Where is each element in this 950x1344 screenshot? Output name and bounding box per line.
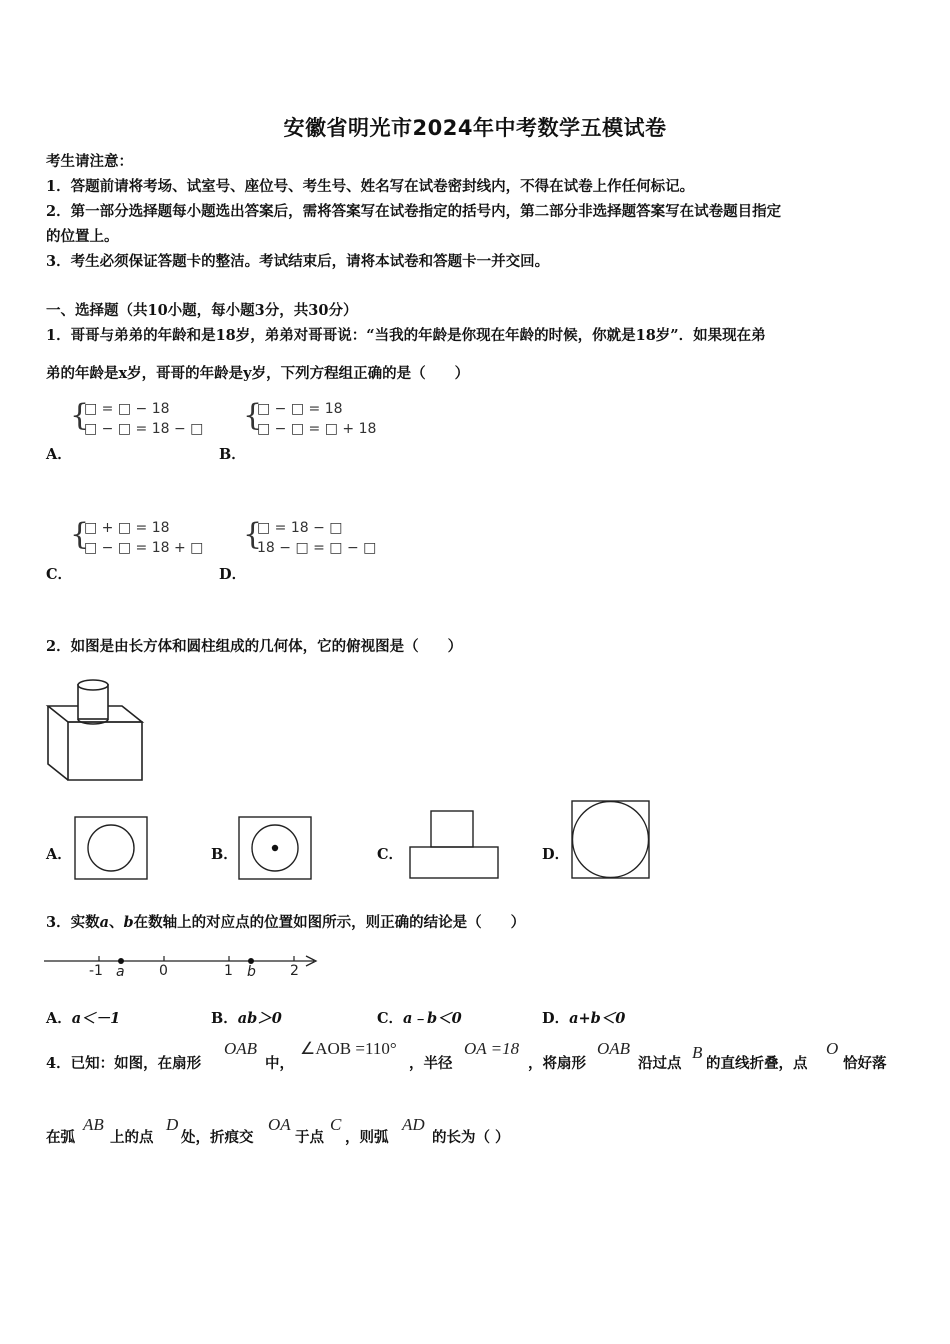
q4-text-1: 4．已知：如图，在扇形 xyxy=(46,1055,202,1072)
page-title: 安徽省明光市2024年中考数学五模试卷 xyxy=(283,116,667,140)
q4-math: AB xyxy=(83,1115,104,1134)
q4-text-8: 在弧 xyxy=(46,1129,75,1146)
q4-math: D xyxy=(166,1115,179,1134)
q4-math: OA xyxy=(268,1115,291,1134)
tick-label: 2 xyxy=(290,963,299,979)
q1-line-1: 1．哥哥与弟弟的年龄和是18岁，弟弟对哥哥说：“当我的年龄是你现在年龄的时候，你就是18岁”．如果现在弟 xyxy=(46,327,766,344)
number-line xyxy=(44,950,324,970)
q4-math: B xyxy=(692,1043,703,1062)
notice-item-2: 2．第一部分选择题每小题选出答案后，需将答案写在试卷指定的括号内，第二部分非选择题答案写在试卷题目指定 xyxy=(46,203,782,220)
q3-option-b[interactable]: B．ab＞0 xyxy=(211,1010,282,1027)
q4-text-5: 沿过点 xyxy=(638,1055,682,1072)
q1-option-b-label[interactable]: B． xyxy=(219,446,246,463)
q1-option-c-eq2: □ − □ = 18 + □ xyxy=(84,540,204,556)
q4-text-9: 上的点 xyxy=(110,1129,154,1146)
q1-option-c-eq1: □ + □ = 18 xyxy=(84,520,170,536)
q1-option-d-eq2: 18 − □ = □ − □ xyxy=(257,540,377,556)
notice-item-3: 3．考生必须保证答题卡的整洁。考试结束后，请将本试卷和答题卡一并交回。 xyxy=(46,253,550,270)
brace-icon: { xyxy=(70,398,90,433)
tick-label: -1 xyxy=(89,963,103,979)
point-a-label: a xyxy=(116,964,125,980)
q4-math-radius: OA =18 xyxy=(464,1039,520,1058)
q4-math: C xyxy=(330,1115,342,1134)
q4-text-7: 恰好落 xyxy=(843,1055,887,1072)
q4-math: OAB xyxy=(224,1039,258,1058)
q2-option-b-label[interactable]: B． xyxy=(211,846,238,863)
notice-item-2-cont: 的位置上。 xyxy=(46,228,119,245)
q4-text-3: ，半径 xyxy=(409,1055,453,1072)
q1-option-a-eq1: □ = □ − 18 xyxy=(84,401,170,417)
q4-text-10: 处，折痕交 xyxy=(181,1129,254,1146)
q2-text: 2．如图是由长方体和圆柱组成的几何体，它的俯视图是（ ） xyxy=(46,638,463,655)
q2-option-b-figure[interactable] xyxy=(238,816,312,880)
q2-option-a-figure[interactable] xyxy=(74,816,148,880)
q4-text-13: 的长为（ ） xyxy=(432,1129,510,1146)
var-a: a xyxy=(99,914,109,931)
brace-icon: { xyxy=(243,517,263,552)
q2-option-a-label[interactable]: A． xyxy=(46,846,72,863)
q2-option-c-label[interactable]: C． xyxy=(377,846,404,863)
q4-text-6: 的直线折叠，点 xyxy=(706,1055,808,1072)
q3-option-a[interactable]: A．a＜－1 xyxy=(46,1010,121,1027)
q1-option-a-eq2: □ − □ = 18 − □ xyxy=(84,421,204,437)
q1-option-b-eq2: □ − □ = □ + 18 xyxy=(257,421,377,437)
q4-math-angle: ∠AOB =110° xyxy=(300,1039,397,1058)
q1-option-b-eq1: □ − □ = 18 xyxy=(257,401,343,417)
q4-math: O xyxy=(826,1039,839,1058)
q4-math: OAB xyxy=(597,1039,631,1058)
brace-icon: { xyxy=(70,517,90,552)
q3-option-d[interactable]: D．a+b＜0 xyxy=(542,1010,626,1027)
tick-label: 1 xyxy=(224,963,233,979)
notice-item-1: 1．答题前请将考场、试室号、座位号、考生号、姓名写在试卷密封线内，不得在试卷上作任何标记。 xyxy=(46,178,695,195)
q1-option-a-label[interactable]: A． xyxy=(46,446,72,463)
q4-math: AD xyxy=(402,1115,425,1134)
q1-line-2: 弟的年龄是x岁，哥哥的年龄是y岁，下列方程组正确的是（ ） xyxy=(46,365,470,382)
q1-option-d-eq1: □ = 18 − □ xyxy=(257,520,343,536)
section-heading: 一、选择题（共10小题，每小题3分，共30分） xyxy=(46,302,358,319)
var-b: b xyxy=(123,914,134,931)
q2-option-d-figure[interactable] xyxy=(571,800,651,880)
q2-option-c-figure[interactable] xyxy=(409,810,501,880)
q4-text-12: ，则弧 xyxy=(345,1129,389,1146)
solid-figure-diagram xyxy=(44,676,146,784)
notice-heading: 考生请注意： xyxy=(46,153,133,170)
tick-label: 0 xyxy=(159,963,168,979)
q2-option-d-label[interactable]: D． xyxy=(542,846,570,863)
q3-text: 3．实数a、b在数轴上的对应点的位置如图所示，则正确的结论是（ ） xyxy=(46,914,526,931)
q4-text-11: 于点 xyxy=(295,1129,324,1146)
q1-option-d-label[interactable]: D． xyxy=(219,566,247,583)
q4-text-4: ，将扇形 xyxy=(528,1055,586,1072)
brace-icon: { xyxy=(243,398,263,433)
q1-option-c-label[interactable]: C． xyxy=(46,566,73,583)
point-b-label: b xyxy=(247,964,256,980)
q4-text-2: 中， xyxy=(265,1055,294,1072)
q3-option-c[interactable]: C．a﹣b＜0 xyxy=(377,1010,462,1027)
